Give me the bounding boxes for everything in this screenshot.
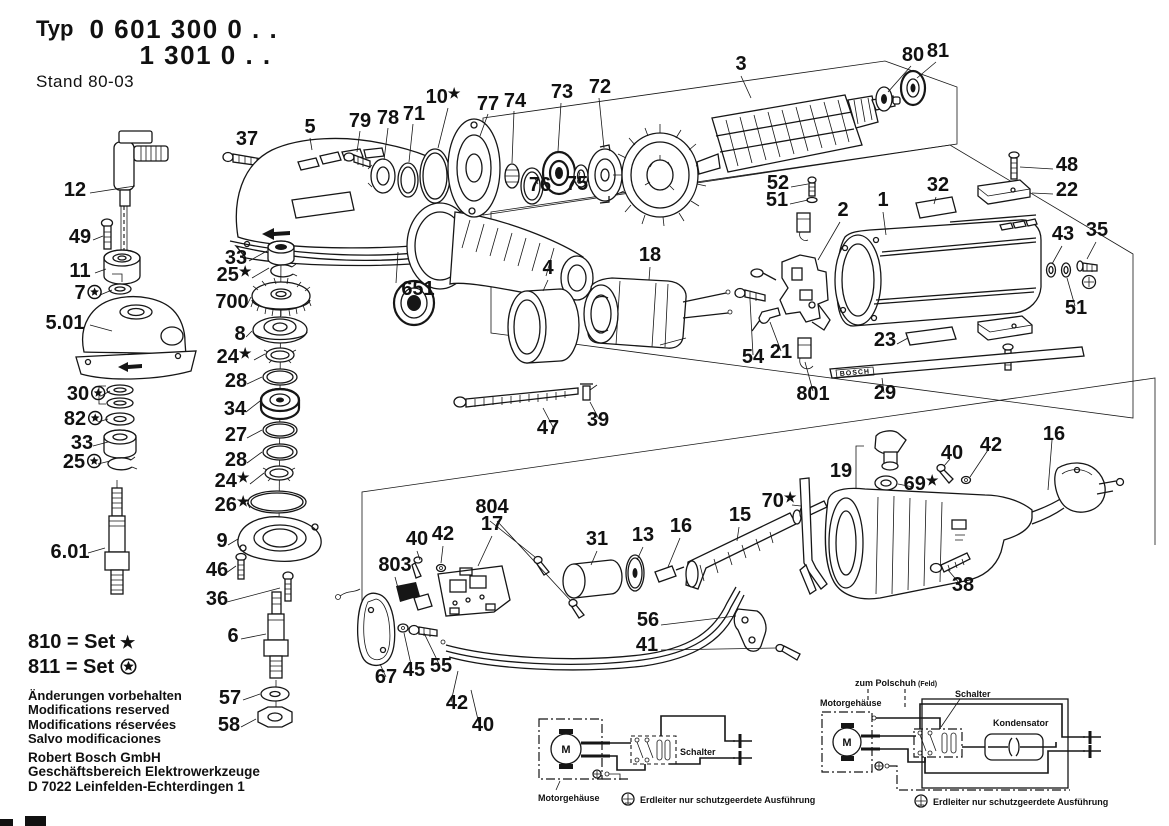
switch-label-left: Schalter bbox=[680, 747, 716, 757]
part-33-bushing-left bbox=[104, 430, 136, 458]
part-label-81: 81 bbox=[926, 40, 950, 62]
part-55-screw bbox=[409, 626, 437, 638]
part-label-16: 16 bbox=[1042, 423, 1066, 445]
part-28-ring-b bbox=[263, 444, 297, 460]
part-52-screw bbox=[808, 177, 816, 196]
part-25-snap-ring-mid bbox=[271, 264, 297, 277]
motor-housing-label-left: Motorgehäuse bbox=[538, 793, 600, 803]
part-12-fitting bbox=[114, 131, 168, 253]
part-label-30: 30 bbox=[66, 383, 90, 405]
part-label-52: 52 bbox=[766, 172, 790, 194]
part-29-bosch-sticker bbox=[830, 347, 1084, 378]
part-label-38: 38 bbox=[951, 574, 975, 596]
part-label-28: 28 bbox=[224, 370, 248, 392]
note-en: Modifications reserved bbox=[28, 702, 170, 718]
part-700-fan-gear bbox=[251, 278, 311, 316]
part-label-700: 700 bbox=[215, 291, 249, 313]
part-label-35: 35 bbox=[1085, 219, 1109, 241]
part-label-51: 51 bbox=[1064, 297, 1088, 319]
part-40-screw-bl bbox=[412, 557, 422, 578]
company-division: Geschäftsbereich Elektrowerkzeuge bbox=[28, 764, 260, 780]
part-label-6.01: 6.01 bbox=[50, 541, 90, 563]
motor-letter-right: M bbox=[842, 737, 852, 749]
part-label-40: 40 bbox=[940, 442, 964, 464]
part-label-46: 46 bbox=[205, 559, 229, 581]
part-label-73: 73 bbox=[550, 81, 574, 103]
part-42-washer-bl bbox=[437, 565, 446, 572]
part-69-ring bbox=[875, 476, 897, 490]
part-label-22: 22 bbox=[1055, 179, 1079, 201]
part-label-24: 24★ bbox=[216, 345, 252, 368]
revision-date: Stand 80-03 bbox=[36, 72, 135, 91]
outer-circuit-box bbox=[922, 699, 1068, 788]
wiring-diagram-right bbox=[820, 678, 1108, 807]
part-label-26: 26★ bbox=[214, 493, 250, 516]
part-label-33: 33 bbox=[70, 432, 94, 454]
part-18-field-stator bbox=[584, 278, 732, 348]
part-46-screw bbox=[236, 554, 246, 580]
part-24-lock-washer-b bbox=[263, 466, 295, 481]
part-label-54: 54 bbox=[741, 346, 765, 368]
part-label-651: 651 bbox=[401, 278, 435, 300]
part-label-1: 1 bbox=[877, 189, 889, 211]
wiring-diagram-left bbox=[538, 716, 815, 805]
part-label-56: 56 bbox=[636, 609, 660, 631]
part-42-washer-right bbox=[962, 477, 971, 484]
part-label-75: 75 bbox=[565, 173, 589, 195]
part-804-switch bbox=[438, 566, 510, 616]
part-10-o-ring bbox=[420, 149, 450, 203]
part-label-33: 33 bbox=[224, 247, 248, 269]
part-801-brush-upper bbox=[797, 213, 810, 241]
part-label-80: 80 bbox=[901, 44, 925, 66]
part-label-78: 78 bbox=[376, 107, 400, 129]
part-label-12: 12 bbox=[63, 179, 87, 201]
star-icon: ★ bbox=[115, 633, 136, 652]
part-35-screw bbox=[1077, 261, 1097, 272]
part-28-ring-a bbox=[263, 369, 297, 385]
part-label-37: 37 bbox=[235, 128, 259, 150]
part-3-armature bbox=[613, 95, 900, 226]
part-58-nut bbox=[258, 707, 292, 727]
part-22-cover-plate-bottom bbox=[978, 316, 1032, 340]
part-label-55: 55 bbox=[429, 655, 453, 677]
part-label-58: 58 bbox=[217, 714, 241, 736]
part-label-39: 39 bbox=[586, 409, 610, 431]
part-26-o-ring bbox=[248, 491, 306, 513]
part-21-clip bbox=[752, 308, 780, 331]
part-8-bevel-gear bbox=[253, 317, 307, 343]
part-9-flange-plate bbox=[238, 517, 321, 562]
part-67-gasket bbox=[358, 593, 395, 665]
typ-label: Typ bbox=[36, 16, 74, 41]
part-label-6: 6 bbox=[227, 625, 239, 647]
earth-note-left: Erdleiter nur schutzgeerdete Ausführung bbox=[640, 795, 816, 805]
part-label-29: 29 bbox=[873, 382, 897, 404]
bosch-sticker-text: BOSCH bbox=[839, 368, 871, 378]
part-11-bearing-cap bbox=[104, 250, 140, 284]
part-label-79: 79 bbox=[348, 110, 372, 132]
type-code-line2: 1 301 0 . . bbox=[139, 40, 272, 70]
part-label-74: 74 bbox=[503, 90, 527, 112]
part-label-71: 71 bbox=[402, 103, 426, 125]
part-13-disc bbox=[626, 555, 644, 591]
part-label-76: 76 bbox=[528, 174, 552, 196]
part-77-bearing-flange bbox=[448, 119, 500, 217]
part-51-washer-left bbox=[807, 198, 817, 203]
part-label-18: 18 bbox=[638, 244, 662, 266]
part-label-21: 21 bbox=[769, 341, 793, 363]
part-label-17: 17 bbox=[480, 513, 504, 535]
part-label-8: 8 bbox=[234, 323, 246, 345]
part-45-washer bbox=[398, 624, 408, 632]
set-810-row: 810 = Set ★ bbox=[28, 631, 136, 653]
part-25-snap-ring-left bbox=[108, 457, 137, 470]
part-47-screw bbox=[454, 388, 578, 407]
part-43-washer bbox=[1047, 263, 1056, 277]
company-city: D 7022 Leinfelden-Echterdingen 1 bbox=[28, 778, 245, 794]
motor-housing-label-right: Motorgehäuse bbox=[820, 698, 882, 708]
part-label-15: 15 bbox=[728, 504, 752, 526]
part-16-rear-housing bbox=[825, 463, 1123, 599]
part-label-25: 25 bbox=[62, 451, 86, 473]
motor-letter: M bbox=[561, 744, 571, 756]
part-27-ring bbox=[263, 422, 297, 438]
part-label-23: 23 bbox=[873, 329, 897, 351]
part-label-42: 42 bbox=[431, 523, 455, 545]
part-49-screw bbox=[102, 219, 113, 249]
part-label-7: 7 bbox=[74, 282, 86, 304]
earth-symbol-housing bbox=[1083, 276, 1096, 289]
part-label-48: 48 bbox=[1055, 154, 1079, 176]
capacitor-label: Kondensator bbox=[993, 718, 1049, 728]
part-6_01-spindle bbox=[105, 480, 129, 594]
part-57-washer bbox=[261, 687, 289, 701]
part-32-sticker bbox=[916, 197, 956, 218]
part-label-42: 42 bbox=[979, 434, 1003, 456]
part-34-ball-bearing bbox=[261, 389, 299, 419]
part-label-40: 40 bbox=[471, 714, 495, 736]
part-81-bearing bbox=[901, 71, 925, 105]
part-label-31: 31 bbox=[585, 528, 609, 550]
part-651-side-handle bbox=[407, 203, 593, 301]
part-41-screw bbox=[776, 645, 800, 661]
part-5_01-gear-head bbox=[76, 297, 196, 379]
set-811-row: 811 = Set bbox=[28, 655, 137, 680]
part-48-screw-top bbox=[1009, 152, 1019, 179]
part-2-brush-holder bbox=[751, 255, 830, 330]
part-51-washer-right bbox=[1062, 263, 1071, 277]
part-label-49: 49 bbox=[68, 226, 92, 248]
part-label-10: 10★ bbox=[425, 85, 461, 108]
part-54-screw bbox=[735, 289, 765, 302]
part-label-3: 3 bbox=[735, 53, 747, 75]
part-label-67: 67 bbox=[374, 666, 398, 688]
note-fr: Modifications réservées bbox=[28, 716, 177, 732]
part-label-24: 24★ bbox=[214, 469, 250, 492]
part-label-5.01: 5.01 bbox=[45, 312, 85, 334]
part-36-screw bbox=[283, 572, 293, 601]
part-label-43: 43 bbox=[1051, 223, 1075, 245]
company-name: Robert Bosch GmbH bbox=[28, 750, 161, 765]
part-label-34: 34 bbox=[223, 398, 247, 420]
part-31-sleeve bbox=[563, 560, 622, 598]
part-33-bushing-mid bbox=[268, 241, 294, 265]
part-label-51: 51 bbox=[765, 189, 789, 211]
part-label-2: 2 bbox=[837, 199, 849, 221]
type-code-line1: 0 601 300 0 . . bbox=[89, 14, 279, 44]
part-1-motor-housing bbox=[835, 215, 1041, 326]
part-70-field-bar bbox=[800, 478, 827, 594]
part-71-ring bbox=[398, 163, 418, 197]
part-23-sticker bbox=[906, 327, 956, 345]
switch-label-right: Schalter bbox=[955, 689, 991, 699]
part-label-27: 27 bbox=[224, 424, 248, 446]
part-22-cover-plate-top bbox=[978, 180, 1030, 204]
part-label-47: 47 bbox=[536, 417, 560, 439]
part-label-42: 42 bbox=[445, 692, 469, 714]
part-24-lock-washer-a bbox=[264, 348, 296, 363]
part-label-13: 13 bbox=[631, 524, 655, 546]
part-label-25: 25★ bbox=[216, 263, 252, 286]
part-label-41: 41 bbox=[635, 634, 659, 656]
part-56-clamp bbox=[734, 609, 766, 651]
part-label-28: 28 bbox=[224, 449, 248, 471]
part-82-washer bbox=[106, 413, 134, 425]
part-label-45: 45 bbox=[402, 659, 426, 681]
part-label-5: 5 bbox=[304, 116, 316, 138]
part-4-ring bbox=[508, 289, 579, 363]
part-7-washer bbox=[109, 284, 131, 294]
part-label-11: 11 bbox=[69, 260, 91, 282]
part-label-69: 69★ bbox=[903, 472, 939, 495]
part-16-shaft-piece bbox=[655, 566, 684, 582]
part-label-803: 803 bbox=[378, 554, 412, 576]
part-label-40: 40 bbox=[405, 528, 429, 550]
note-de: Änderungen vorbehalten bbox=[28, 688, 182, 703]
part-label-77: 77 bbox=[476, 93, 500, 115]
part-74-spring-washers bbox=[505, 164, 519, 188]
part-label-9: 9 bbox=[216, 530, 228, 552]
part-label-32: 32 bbox=[926, 174, 950, 196]
part-label-801: 801 bbox=[796, 383, 830, 405]
part-label-19: 19 bbox=[829, 460, 853, 482]
part-label-70: 70★ bbox=[761, 489, 797, 512]
part-label-82: 82 bbox=[63, 408, 87, 430]
part-label-4: 4 bbox=[542, 257, 554, 279]
part-label-16: 16 bbox=[669, 515, 693, 537]
part-label-804: 804 bbox=[475, 496, 509, 518]
part-label-57: 57 bbox=[218, 687, 242, 709]
field-label: zum Polschuh (Feld) bbox=[855, 678, 938, 688]
note-es: Salvo modificaciones bbox=[28, 730, 161, 746]
part-39-pin bbox=[580, 384, 597, 400]
earth-note-right: Erdleiter nur schutzgeerdete Ausführung bbox=[933, 797, 1109, 807]
part-label-72: 72 bbox=[588, 76, 612, 98]
part-40-screw-right bbox=[937, 465, 953, 484]
part-label-36: 36 bbox=[205, 588, 229, 610]
